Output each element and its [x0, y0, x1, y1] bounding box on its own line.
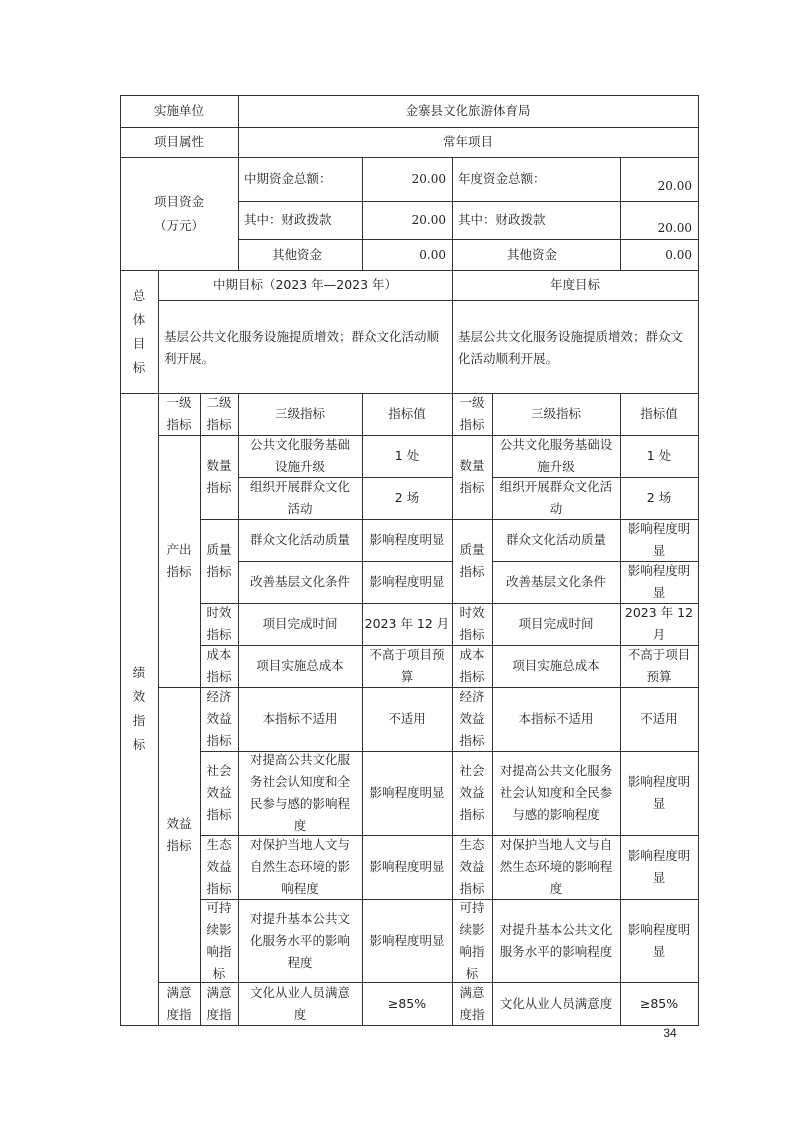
- mid-eco-label: 生态 效益 指标: [206, 837, 232, 896]
- mid-indicator-value: 不适用: [388, 711, 426, 726]
- year-l3-indicator: 对保护当地人文与自 然生态环境的影响程 度: [499, 837, 613, 896]
- grid-line: [362, 157, 363, 270]
- mid-l3-indicator: 对提升基本公共文 化服务水平的影响 程度: [249, 910, 350, 970]
- mid-economic-label: 经济 效益 指标: [206, 689, 232, 748]
- year-total-value: 20.00: [657, 179, 692, 193]
- grid-line: [452, 270, 453, 393]
- mid-indicator-value: 影响程度明显: [369, 574, 445, 589]
- year-quality-label: 质量 指标: [459, 542, 485, 579]
- year-goal-header: 年度目标: [549, 277, 600, 292]
- mid-l3-indicator: 项目实施总成本: [256, 658, 344, 673]
- year-l3-indicator: 对提高公共文化服务 社会认知度和全民参 与感的影响程度: [499, 763, 613, 822]
- mid-header-l3: 三级指标: [274, 406, 325, 421]
- year-indicator-value: 不高于项目 预算: [627, 647, 691, 684]
- page-number: 34: [663, 1026, 677, 1040]
- mid-other-value: 0.00: [419, 247, 446, 262]
- mid-quality-label: 质量 指标: [206, 542, 232, 579]
- year-indicator-value: 影响程度明 显: [627, 774, 691, 811]
- year-cost-label: 成本 指标: [459, 647, 485, 684]
- year-indicator-value: 影响程度明 显: [627, 921, 691, 959]
- year-indicator-value: 不适用: [640, 711, 678, 726]
- grid-line: [452, 157, 453, 270]
- project-attr-value: 常年项目: [442, 134, 493, 149]
- mid-l3-indicator: 本指标不适用: [262, 711, 338, 726]
- year-other-value: 0.00: [665, 247, 692, 262]
- year-sustain-label: 可持 续影 响指 标: [459, 899, 485, 981]
- year-l3-indicator: 对提升基本公共文化 服务水平的影响程度: [499, 921, 613, 959]
- year-l3-indicator: 项目实施总成本: [512, 658, 600, 673]
- year-l3-indicator: 组织开展群众文化活 动: [499, 479, 613, 516]
- mid-indicator-value: 2 场: [394, 490, 420, 505]
- mid-goal-header: 中期目标（2023 年—2023 年）: [212, 277, 398, 292]
- year-header-value: 指标值: [640, 406, 678, 421]
- mid-header-l1: 一级 指标: [166, 395, 192, 432]
- project-attr-label: 项目属性: [153, 134, 204, 149]
- mid-l3-indicator: 改善基层文化条件: [249, 574, 350, 589]
- grid-line: [120, 393, 699, 394]
- grid-line: [158, 300, 699, 301]
- grid-line: [158, 982, 699, 983]
- year-indicator-value: 影响程度明 显: [627, 521, 691, 558]
- grid-line: [120, 1025, 699, 1026]
- grid-line: [238, 201, 699, 202]
- grid-line: [158, 270, 159, 1025]
- year-indicator-value: 2 场: [646, 490, 672, 505]
- grid-line: [120, 157, 699, 158]
- grid-line: [120, 95, 699, 96]
- year-fiscal-label: 其中：财政拨款: [458, 212, 546, 227]
- year-goal-text: 基层公共文化服务设施提质增效；群众文化活动顺利开展。: [458, 329, 684, 366]
- year-eco-label: 生态 效益 指标: [459, 837, 485, 896]
- mid-l3-indicator: 公共文化服务基础 设施升级: [249, 437, 350, 474]
- impl-unit-label: 实施单位: [153, 103, 204, 118]
- goals-label: 总 体 目 标: [132, 287, 146, 375]
- grid-line: [158, 435, 699, 436]
- grid-line: [200, 899, 699, 900]
- mid-indicator-value: 影响程度明显: [369, 532, 445, 547]
- grid-line: [200, 751, 699, 752]
- mid-header-l2: 二级 指标: [206, 395, 232, 432]
- mid-l3-indicator: 文化从业人员满意 度: [249, 984, 350, 1022]
- perf-label: 绩 效 指 标: [132, 665, 146, 752]
- mid-indicator-value: ≥85%: [387, 995, 427, 1011]
- grid-line: [238, 477, 453, 478]
- mid-header-value: 指标值: [388, 406, 426, 421]
- year-indicator-value: ≥85%: [639, 995, 679, 1011]
- mid-qty-label: 数量 指标: [206, 458, 232, 495]
- output-indicator-label: 产出 指标: [166, 542, 192, 579]
- year-satis-label: 满意 度指: [459, 984, 485, 1022]
- year-indicator-value: 影响程度明 显: [627, 563, 691, 600]
- year-total-label: 年度资金总额：: [458, 171, 546, 186]
- year-other-label: 其他资金: [506, 246, 557, 262]
- mid-fiscal-label: 其中：财政拨款: [244, 212, 332, 227]
- year-qty-label: 数量 指标: [459, 458, 485, 495]
- mid-total-value: 20.00: [411, 172, 446, 186]
- grid-line: [452, 393, 453, 1025]
- grid-line: [120, 95, 121, 1025]
- mid-indicator-value: 不高于项目预 算: [369, 647, 445, 684]
- grid-line: [492, 561, 699, 562]
- mid-satis-label: 满意 度指: [206, 984, 232, 1022]
- year-header-l3: 三级指标: [530, 406, 581, 421]
- mid-social-label: 社会 效益 指标: [206, 763, 232, 822]
- grid-line: [362, 393, 363, 1025]
- year-l3-indicator: 项目完成时间: [518, 616, 594, 631]
- grid-line: [200, 835, 699, 836]
- grid-line: [238, 393, 239, 1025]
- mid-fiscal-value: 20.00: [411, 213, 446, 227]
- grid-line: [158, 687, 699, 688]
- mid-cost-label: 成本 指标: [206, 647, 232, 684]
- mid-goal-text: 基层公共文化服务设施提质增效；群众文化活动顺利开展。: [164, 329, 440, 366]
- year-l3-indicator: 改善基层文化条件: [505, 574, 606, 589]
- mid-time-label: 时效 指标: [206, 605, 232, 642]
- impl-unit-value: 金寨县文化旅游体育局: [405, 103, 531, 118]
- grid-line: [238, 561, 453, 562]
- year-economic-label: 经济 效益 指标: [459, 689, 485, 748]
- mid-indicator-value: 1 处: [394, 448, 420, 463]
- mid-sustain-label: 可持 续影 响指 标: [206, 899, 232, 981]
- mid-indicator-value: 影响程度明显: [369, 859, 445, 874]
- grid-line: [492, 393, 493, 1025]
- mid-total-label: 中期资金总额：: [244, 171, 332, 186]
- year-indicator-value: 2023 年 12 月: [624, 605, 694, 642]
- grid-line: [620, 393, 621, 1025]
- satisfaction-indicator-label: 满意 度指: [166, 984, 192, 1022]
- mid-indicator-value: 影响程度明显: [369, 785, 445, 800]
- mid-indicator-value: 影响程度明显: [369, 932, 445, 948]
- mid-l3-indicator: 组织开展群众文化 活动: [249, 479, 350, 516]
- mid-l3-indicator: 对保护当地人文与 自然生态环境的影 响程度: [249, 837, 350, 896]
- grid-line: [492, 477, 699, 478]
- grid-line: [238, 95, 239, 270]
- year-time-label: 时效 指标: [459, 605, 485, 642]
- grid-line: [120, 127, 699, 128]
- year-l3-indicator: 本指标不适用: [518, 711, 594, 726]
- grid-line: [200, 645, 699, 646]
- mid-l3-indicator: 项目完成时间: [262, 616, 338, 631]
- year-header-l2: 一级 指标: [459, 395, 485, 432]
- year-indicator-value: 影响程度明 显: [627, 848, 691, 885]
- grid-line: [698, 95, 699, 1025]
- grid-line: [200, 603, 699, 604]
- mid-l3-indicator: 对提高公共文化服 务社会认知度和全 民参与感的影响程 度: [249, 752, 350, 833]
- grid-line: [620, 157, 621, 270]
- year-l3-indicator: 公共文化服务基础设 施升级: [499, 437, 613, 474]
- year-fiscal-value: 20.00: [657, 221, 692, 235]
- effect-indicator-label: 效益 指标: [166, 815, 192, 853]
- funds-label: 项目资金 （万元）: [153, 193, 204, 233]
- mid-other-label: 其他资金: [271, 246, 322, 262]
- mid-indicator-value: 2023 年 12 月: [364, 616, 450, 631]
- grid-line: [200, 519, 699, 520]
- year-indicator-value: 1 处: [646, 448, 672, 463]
- year-l3-indicator: 文化从业人员满意度: [499, 995, 613, 1011]
- year-l3-indicator: 群众文化活动质量: [505, 532, 606, 547]
- grid-line: [120, 270, 699, 271]
- grid-line: [238, 239, 699, 240]
- mid-l3-indicator: 群众文化活动质量: [249, 532, 350, 547]
- grid-line: [200, 393, 201, 1025]
- year-social-label: 社会 效益 指标: [459, 763, 485, 822]
